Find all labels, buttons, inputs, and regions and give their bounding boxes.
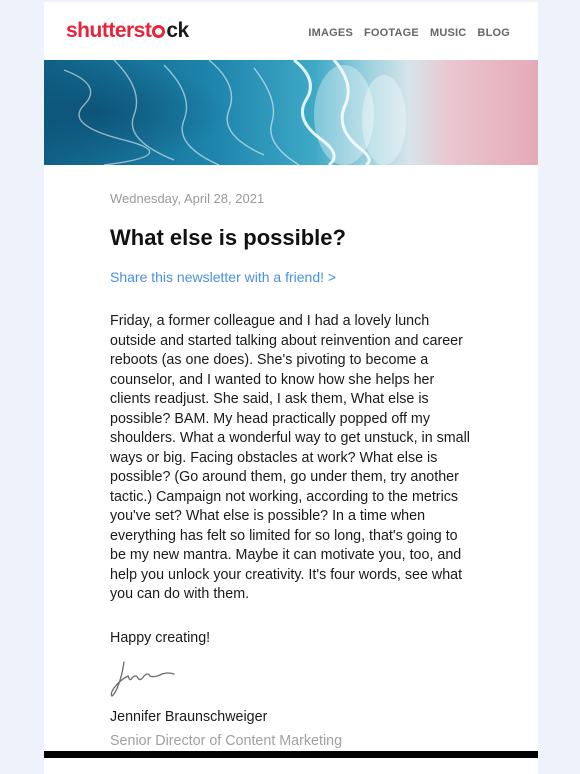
author-title: Senior Director of Content Marketing: [110, 732, 343, 749]
handwritten-signature: [110, 656, 472, 700]
nav-images[interactable]: IMAGES: [308, 27, 353, 39]
hero-banner-image: [44, 60, 538, 165]
signature-icon: [110, 656, 190, 700]
nav-music[interactable]: MUSIC: [429, 27, 467, 39]
logo-gear-icon: [152, 25, 165, 38]
author-name: Jennifer Braunschweiger: [110, 708, 268, 725]
nav-footage[interactable]: FOOTAGE: [363, 27, 419, 39]
top-nav: [308, 27, 510, 39]
article-body: Friday, a former colleague and I had a lovely lunch outside and started talking about reinvention and career reboots (as one does). She's pivoting to become a counselor, and I wanted to know how she helps her clients readjust. She said, I ask them, What else is possible? BAM. My head practically popped off my shoulders. What a wonderful way to get unstuck, in small ways or big. Facing obstacles at work? What else is possible? (Go around them, go under them, try another tactic.) Campaign not working, according to the metrics you've set? What else is possible? In a time when everything has felt so limited for so long, that's going to be my new mantra. Maybe it can motivate you, too, and help you unlock your creativity. It's four words, see what you can do with them.: [110, 313, 470, 602]
header: [44, 2, 538, 60]
shutterstock-logo[interactable]: [66, 19, 189, 43]
share-newsletter-link[interactable]: Share this newsletter with a friend! >: [110, 269, 337, 285]
footer-divider: [44, 751, 538, 758]
article-title: What else is possible?: [110, 225, 346, 250]
logo-text-a: shutterst: [66, 19, 152, 42]
ocean-waves-image: [44, 60, 538, 165]
logo-text-b: ck: [166, 19, 189, 42]
publish-date: Wednesday, April 28, 2021: [110, 191, 265, 206]
newsletter-sheet: [44, 2, 538, 774]
article: [44, 191, 538, 751]
signoff: Happy creating!: [110, 629, 211, 646]
nav-blog[interactable]: BLOG: [477, 27, 510, 39]
